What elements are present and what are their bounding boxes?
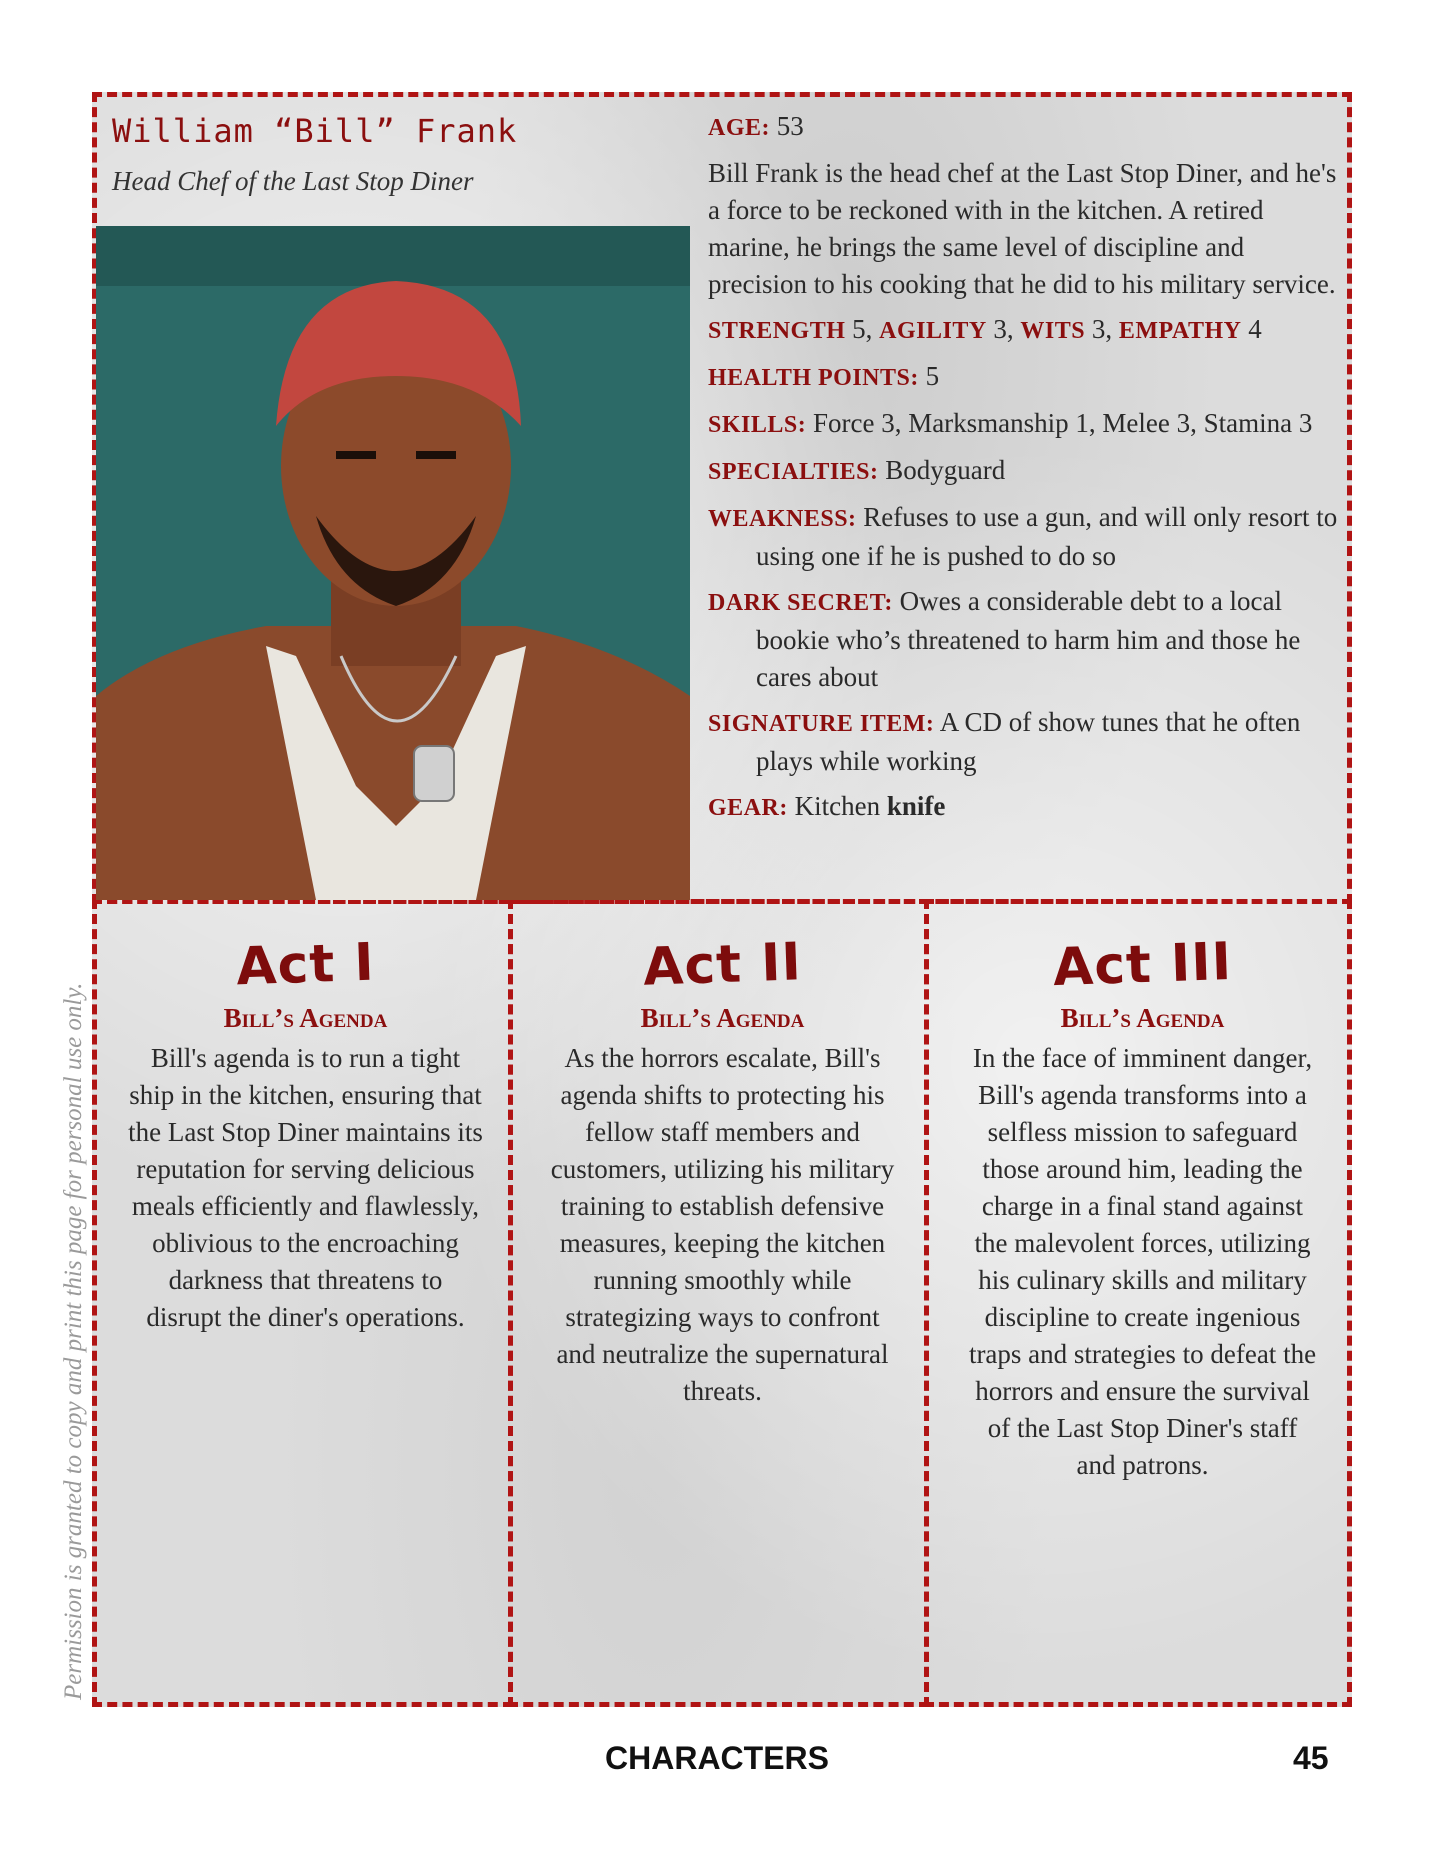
act-3-title: Act III [1051, 931, 1234, 999]
agility-value: 3, [986, 314, 1021, 344]
skills-value: Force 3, Marksmanship 1, Melee 3, Stamina 3 [812, 408, 1313, 438]
weakness-label: WEAKNESS: [708, 506, 857, 532]
act-2-agenda-label: Bill’s Agenda [640, 1003, 805, 1033]
weakness-row [708, 499, 1338, 575]
gear-row [708, 788, 1338, 827]
specialties-label: SPECIALTIES: [708, 459, 879, 485]
page-number: 45 [1293, 1740, 1329, 1776]
act-3-panel [965, 931, 1320, 1484]
health-value: 5 [925, 361, 940, 391]
character-subtitle: Head Chef of the Last Stop Diner [112, 166, 474, 196]
skills-label: SKILLS: [708, 412, 807, 438]
act-3-agenda-text: In the face of imminent danger, Bill's agenda transforms into a selfless mission to safeguard those around him, leading the charge in a final stand against the malevolent forces, utilizing his culinary skills and military discipline to create ingenious traps and strategies to defeat the horrors and ensure the survival of the Last Stop Diner's staff and patrons. [968, 1043, 1317, 1480]
gear-value: Kitchen [794, 791, 887, 821]
footer-section-title: CHARACTERS [605, 1740, 829, 1776]
health-row [708, 358, 1338, 397]
act-2-agenda-text: As the horrors escalate, Bill's agenda shifts to protecting his fellow staff members and customers, utilizing his military training to establish defensive measures, keeping the kitchen running smoothly while strategizing ways to confront and neutralize the supernatural threats. [550, 1043, 895, 1406]
empathy-value: 4 [1241, 314, 1262, 344]
agility-label: AGILITY [879, 318, 987, 344]
act-2-title: Act II [642, 932, 803, 998]
strength-label: STRENGTH [708, 318, 846, 344]
gear-bold-value: knife [886, 791, 946, 821]
act-3-agenda-label: Bill’s Agenda [1060, 1003, 1225, 1033]
dark-secret-value: Owes a considerable debt to a local bookie who’s threatened to harm him and those he cares about [756, 586, 1301, 692]
act-1-title: Act I [235, 932, 376, 998]
strength-value: 5, [845, 314, 880, 344]
specialties-value: Bodyguard [885, 455, 1006, 485]
dark-secret-row [708, 583, 1338, 696]
specialties-row [708, 452, 1338, 491]
signature-item-value: A CD of show tunes that he often plays while working [756, 707, 1301, 776]
stat-block [708, 108, 1338, 835]
weakness-value: Refuses to use a gun, and will only resort to using one if he is pushed to do so [756, 502, 1338, 571]
empathy-label: EMPATHY [1118, 318, 1242, 344]
health-label: HEALTH POINTS: [708, 365, 919, 391]
act-2-panel [545, 932, 900, 1410]
skills-row [708, 405, 1338, 444]
dark-secret-label: DARK SECRET: [708, 590, 893, 616]
act-1-agenda-text: Bill's agenda is to run a tight ship in the kitchen, ensuring that the Last Stop Diner maintains its reputation for serving delicious meals efficiently and flawlessly, oblivious to the encroaching darkness that threatens to disrupt the diner's operations. [128, 1043, 483, 1332]
character-name: William “Bill” Frank [112, 112, 518, 150]
wits-label: WITS [1020, 318, 1086, 344]
character-portrait [96, 226, 690, 900]
wits-value: 3, [1085, 314, 1119, 344]
permission-notice: Permission is granted to copy and print this page for personal use only. [60, 982, 87, 1700]
age-value: 53 [776, 111, 804, 141]
signature-item-row [708, 704, 1338, 780]
age-label: AGE: [708, 115, 770, 141]
character-description: Bill Frank is the head chef at the Last Stop Diner, and he's a force to be reckoned with in the kitchen. A retired marine, he brings the same level of discipline and precision to his cooking that he did to his military service. [708, 158, 1337, 299]
signature-item-label: SIGNATURE ITEM: [708, 711, 935, 737]
act-1-panel [128, 932, 483, 1336]
act-1-agenda-label: Bill’s Agenda [223, 1003, 388, 1033]
age-row [708, 108, 1338, 147]
attributes-row [708, 311, 1338, 350]
gear-label: GEAR: [708, 795, 788, 821]
